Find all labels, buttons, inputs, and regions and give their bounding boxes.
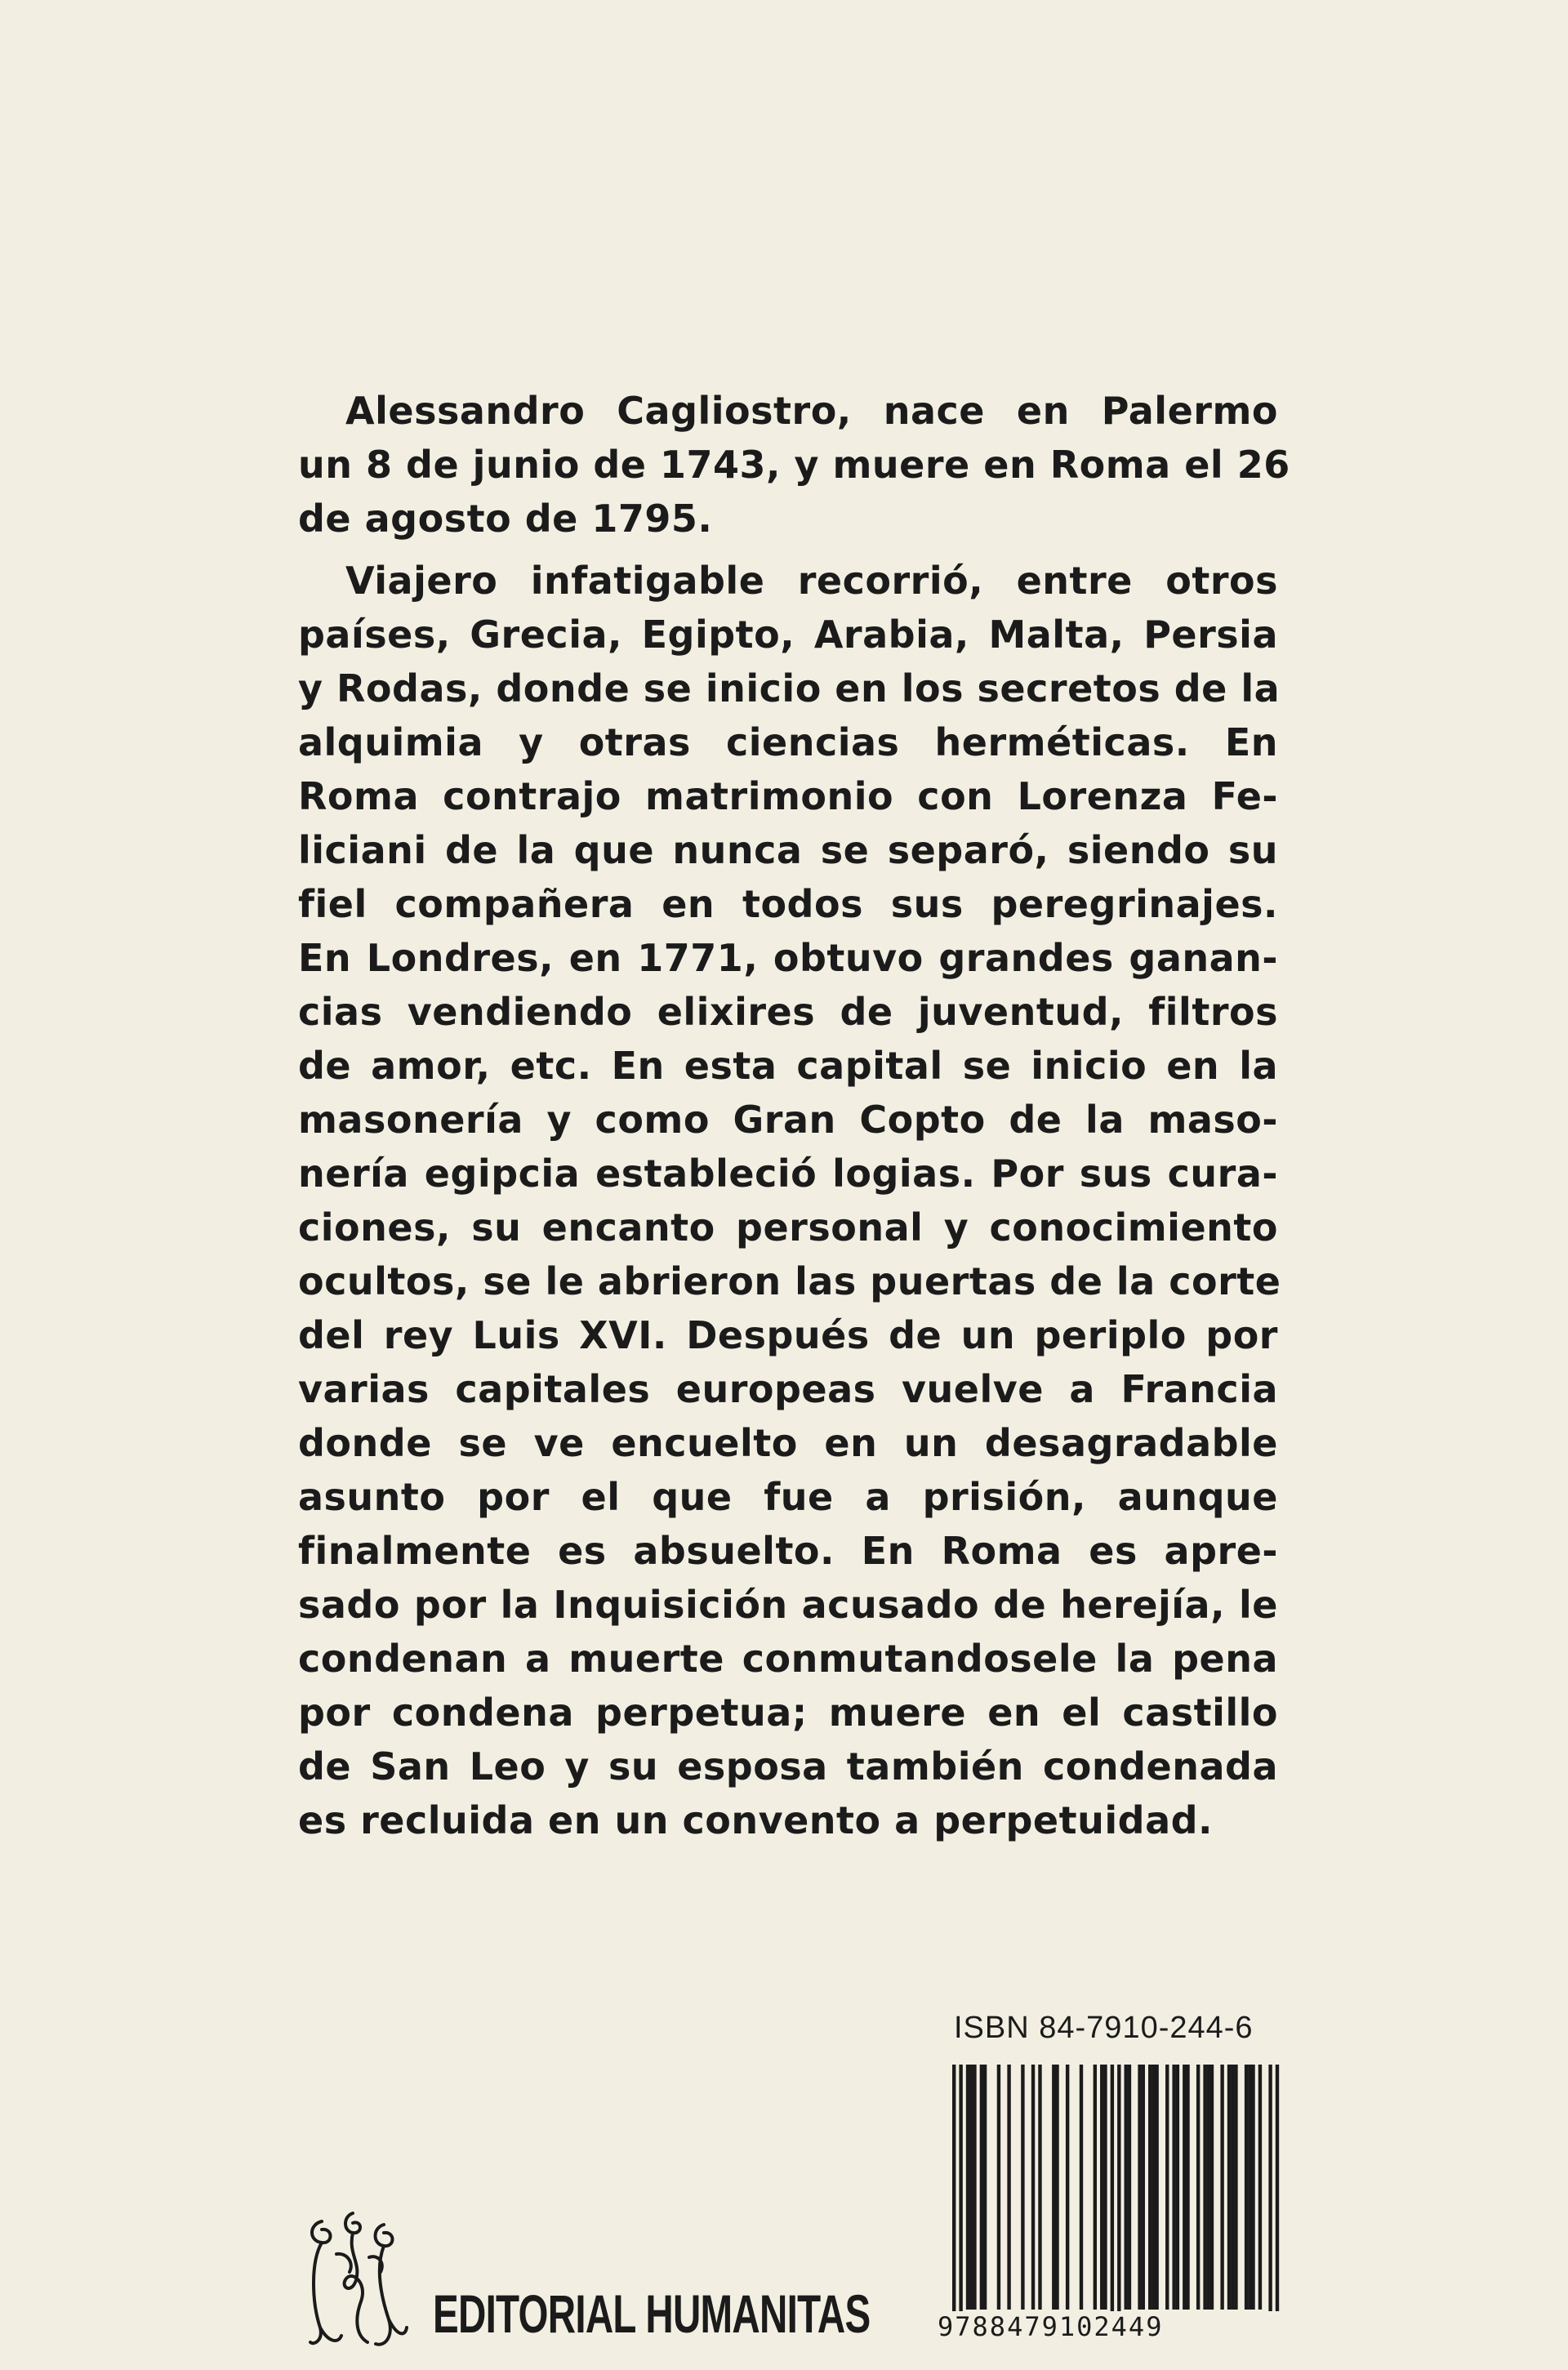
text-line: un 8 de junio de 1743, y muere en Roma el 26 (298, 443, 1290, 487)
text-line: países, Grecia, Egipto, Arabia, Malta, Persia (298, 613, 1278, 657)
text-line: liciani de la que nunca se separó, siendo su (298, 828, 1278, 872)
barcode-bar (1138, 2065, 1141, 2310)
barcode-bar (1172, 2065, 1175, 2310)
barcode-bar (1268, 2065, 1272, 2326)
barcode-bar (1231, 2065, 1234, 2310)
text-line: asunto por el que fue a prisión, aunque (298, 1475, 1278, 1519)
text-line: ocultos, se le abrieron las puertas de la corte (298, 1259, 1281, 1303)
text-line: de agosto de 1795. (298, 497, 713, 541)
barcode-bar (1165, 2065, 1169, 2310)
barcode-bar (966, 2065, 969, 2310)
barcode-bar (1080, 2065, 1083, 2310)
barcode-bar (1258, 2065, 1262, 2310)
barcode-bar (1052, 2065, 1055, 2310)
barcode-bar (997, 2065, 1000, 2310)
barcode-bar (1100, 2065, 1103, 2310)
text-line: nería egipcia estableció logias. Por sus cura- (298, 1152, 1278, 1196)
barcode-bar (959, 2065, 962, 2326)
barcode-bar (1234, 2065, 1237, 2310)
barcode-bar (1111, 2065, 1114, 2326)
barcode-bar (1152, 2065, 1155, 2310)
blurb-paragraph-1 (298, 384, 1290, 546)
barcode-bar (1125, 2065, 1128, 2310)
barcode-bar (1227, 2065, 1231, 2310)
barcode-bar (1276, 2065, 1279, 2326)
text-line: Viajero infatigable recorrió, entre otros (345, 559, 1278, 603)
text-line: fiel compañera en todos sus peregrinajes. (298, 882, 1278, 926)
barcode-bar (1007, 2065, 1010, 2310)
barcode-bars (938, 2065, 1281, 2326)
text-line: de San Leo y su esposa también condenada (298, 1744, 1278, 1789)
text-line: de amor, etc. En esta capital se inicio en la (298, 1044, 1278, 1088)
barcode-bar (1055, 2065, 1058, 2310)
barcode-bar (1103, 2065, 1107, 2310)
barcode-bar (973, 2065, 976, 2310)
text-line: alquimia y otras ciencias herméticas. En (298, 720, 1278, 764)
barcode-bar (1094, 2065, 1097, 2310)
barcode-bar (983, 2065, 987, 2310)
text-line: Roma contrajo matrimonio con Lorenza Fe- (298, 774, 1278, 818)
text-line: condenan a muerte conmutandosele la pena (298, 1637, 1278, 1681)
barcode-bar (1031, 2065, 1035, 2310)
barcode-bar (1117, 2065, 1120, 2326)
barcode (938, 2065, 1281, 2352)
isbn-label: ISBN 84-7910-244-6 (954, 2011, 1254, 2045)
barcode-bar (1148, 2065, 1152, 2310)
text-line: donde se ve encuelto en un desagradable (298, 1421, 1278, 1465)
text-line: varias capitales europeas vuelve a Francia (298, 1367, 1278, 1411)
text-line: del rey Luis XVI. Después de un periplo por (298, 1313, 1278, 1357)
text-line: por condena perpetua; muere en el castillo (298, 1691, 1278, 1735)
barcode-bar (1066, 2065, 1069, 2310)
blurb-text (298, 384, 1290, 1847)
text-line: masonería y como Gran Copto de la maso- (298, 1098, 1278, 1142)
text-line: ciones, su encanto personal y conocimiento (298, 1205, 1278, 1250)
blurb-paragraph-2 (298, 554, 1281, 1847)
barcode-bar (980, 2065, 983, 2310)
barcode-bar (952, 2065, 956, 2326)
barcode-bar (1038, 2065, 1041, 2310)
barcode-bar (1210, 2065, 1214, 2310)
text-line: y Rodas, donde se inicio en los secretos de la (298, 666, 1281, 711)
barcode-bar (1183, 2065, 1186, 2310)
barcode-bar (1176, 2065, 1179, 2310)
barcode-bar (1203, 2065, 1206, 2310)
barcode-bar (969, 2065, 973, 2310)
barcode-digits: 9788479102449 (938, 2311, 1281, 2342)
barcode-bar (1220, 2065, 1223, 2310)
barcode-bar (1196, 2065, 1200, 2310)
text-line: Alessandro Cagliostro, nace en Palermo (345, 389, 1278, 433)
text-line: finalmente es absuelto. En Roma es apre- (298, 1529, 1278, 1573)
publisher-logo-icon (304, 2205, 410, 2354)
barcode-bar (1207, 2065, 1210, 2310)
barcode-bar (1021, 2065, 1024, 2310)
text-line: sado por la Inquisición acusado de herejía, le (298, 1583, 1278, 1627)
text-line: En Londres, en 1771, obtuvo grandes ganan- (298, 936, 1278, 980)
barcode-bar (1155, 2065, 1158, 2310)
barcode-bar (1128, 2065, 1131, 2310)
text-line: es recluida en un convento a perpetuidad. (298, 1798, 1214, 1842)
barcode-bar (1251, 2065, 1254, 2310)
barcode-bar (1142, 2065, 1145, 2310)
barcode-bar (1245, 2065, 1248, 2310)
text-line: cias vendiendo elixires de juventud, filtros (298, 990, 1278, 1034)
barcode-bar (1248, 2065, 1251, 2310)
barcode-bar (1186, 2065, 1189, 2310)
publisher-name: EDITORIAL HUMANITAS (433, 2283, 871, 2344)
